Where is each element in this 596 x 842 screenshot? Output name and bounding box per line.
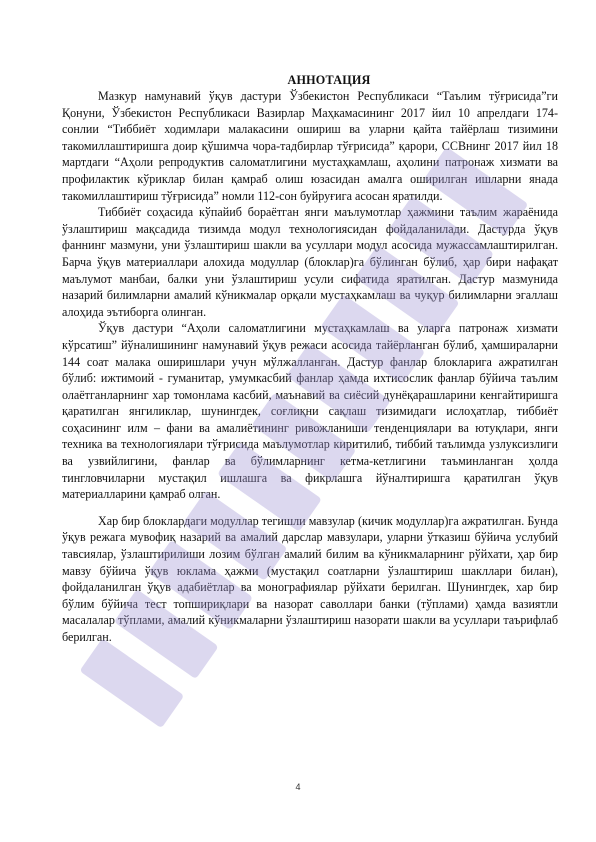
document-body [62,88,558,646]
paragraph-4: Хар бир блоклардаги модуллар тегишли мавзулар (кичик модуллар)га ажратилган. Бунда ўқув режага мувофиқ назарий ва амалий дарслар мавзулари, уларни ўтказиш бўйича услубий тавсиялар, ўзлаштирилиши лозим бўлган амалий билим ва кўникмаларнинг рўйхати, ҳар бир мавзу бўйича ўқув юклама ҳажми (мустақил соатларни ўзлаштириш шакллари билан), фойдаланилган ўқув адабиётлар ва монографиялар рўйхати берилган. Шунингдек, хар бир бўлим бўйича тест топшириқлари ва назорат саволлари банки (тўплами) ҳамда вазиятли масалалар тўплами, амалий кўникмаларни ўзлаштириш назорати шакли ва усуллари таърифлаб берилган. [62,513,558,644]
document-title: АННОТАЦИЯ [287,73,371,87]
paragraph-3: Ўқув дастури “Аҳоли саломатлигини мустаҳкамлаш ва уларга патронаж хизмати кўрсатиш” йўналишининг намунавий ўқув режаси асосида тайёрланган бўлиб, ҳамшираларни 144 соат малака оширишлари учун мўлжалланган. Дастур фанлар блокларига ажратилган бўлиб: ижтимоий - гуманитар, умумкасбий фанлар ҳамда ихтисослик фанлар бўйича таълим олаётганларнинг хар томонлама касбий, маънавий ва сиёсий дунёқарашларини кенгайтиришга қаратилган янгиликлар, шунингдек, соғлиқни сақлаш тизимидаги ислоҳатлар, тиббиёт соҳасининг илм – фани ва амалиётининг ривожланиши тенденциялари ва ютуқлари, янги техника ва технологиялари тўғрисида маълумотлар киритилиб, тиббий таълимда узлуксизлиги ва узвийлигини, фанлар ва бўлимларнинг кетма-кетлигини таъминланган ҳолда тингловчиларни мустақил ишлашга ва фикрлашга йўналтиришга қаратилган ўқув материалларини қамраб олган. [62,321,558,502]
paragraph-1: Мазкур намунавий ўқув дастури Ўзбекистон Республикаси “Таълим тўғрисида”ги Қонуни, Ўзбекистон Республикаси Вазирлар Маҳкамасининг 2017 йил 10 апрелдаги 174-сонлии “Тиббиёт ходимлари малакасини ошириш ва уларни қайта тайёрлаш тизимини такомиллаштиришга доир қўшимча чора-тадбирлар тўғрисида” қарори, ССВнинг 2017 йил 18 мартдаги “Аҳоли репродуктив саломатлигини мустаҳкамлаш, аҳолини патронаж хизмати ва профилактик кўриклар билан қамраб олиш юзасидан амалга оширилган ишларни янада такомиллаштириш тўғрисида” номли 112-сон буйруғига асосан яратилди. [62,89,558,203]
paragraph-2: Тиббиёт соҳасида кўпайиб бораётган янги маълумотлар ҳажмини таълим жараёнида ўзлаштириш мақсадида тизимда модул технологиясидан фойдаланилади. Дастурда ўқув фаннинг мазмуни, уни ўзлаштириш шакли ва усуллари модул асосида мужассамлаштирилган. Барча ўқув материаллари алохида модуллар (блоклар)га бўлинган бўлиб, ҳар бири нафақат маълумот манбаи, балки уни ўзлаштириш усули сифатида яратилган. Дастур мазмунида назарий билимларни амалий кўникмалар орқали мустаҳкамлаш ва чуқур билимларни эгаллаш алоҳида эътиборга олинган. [62,205,558,319]
page-number: 4 [295,782,301,792]
